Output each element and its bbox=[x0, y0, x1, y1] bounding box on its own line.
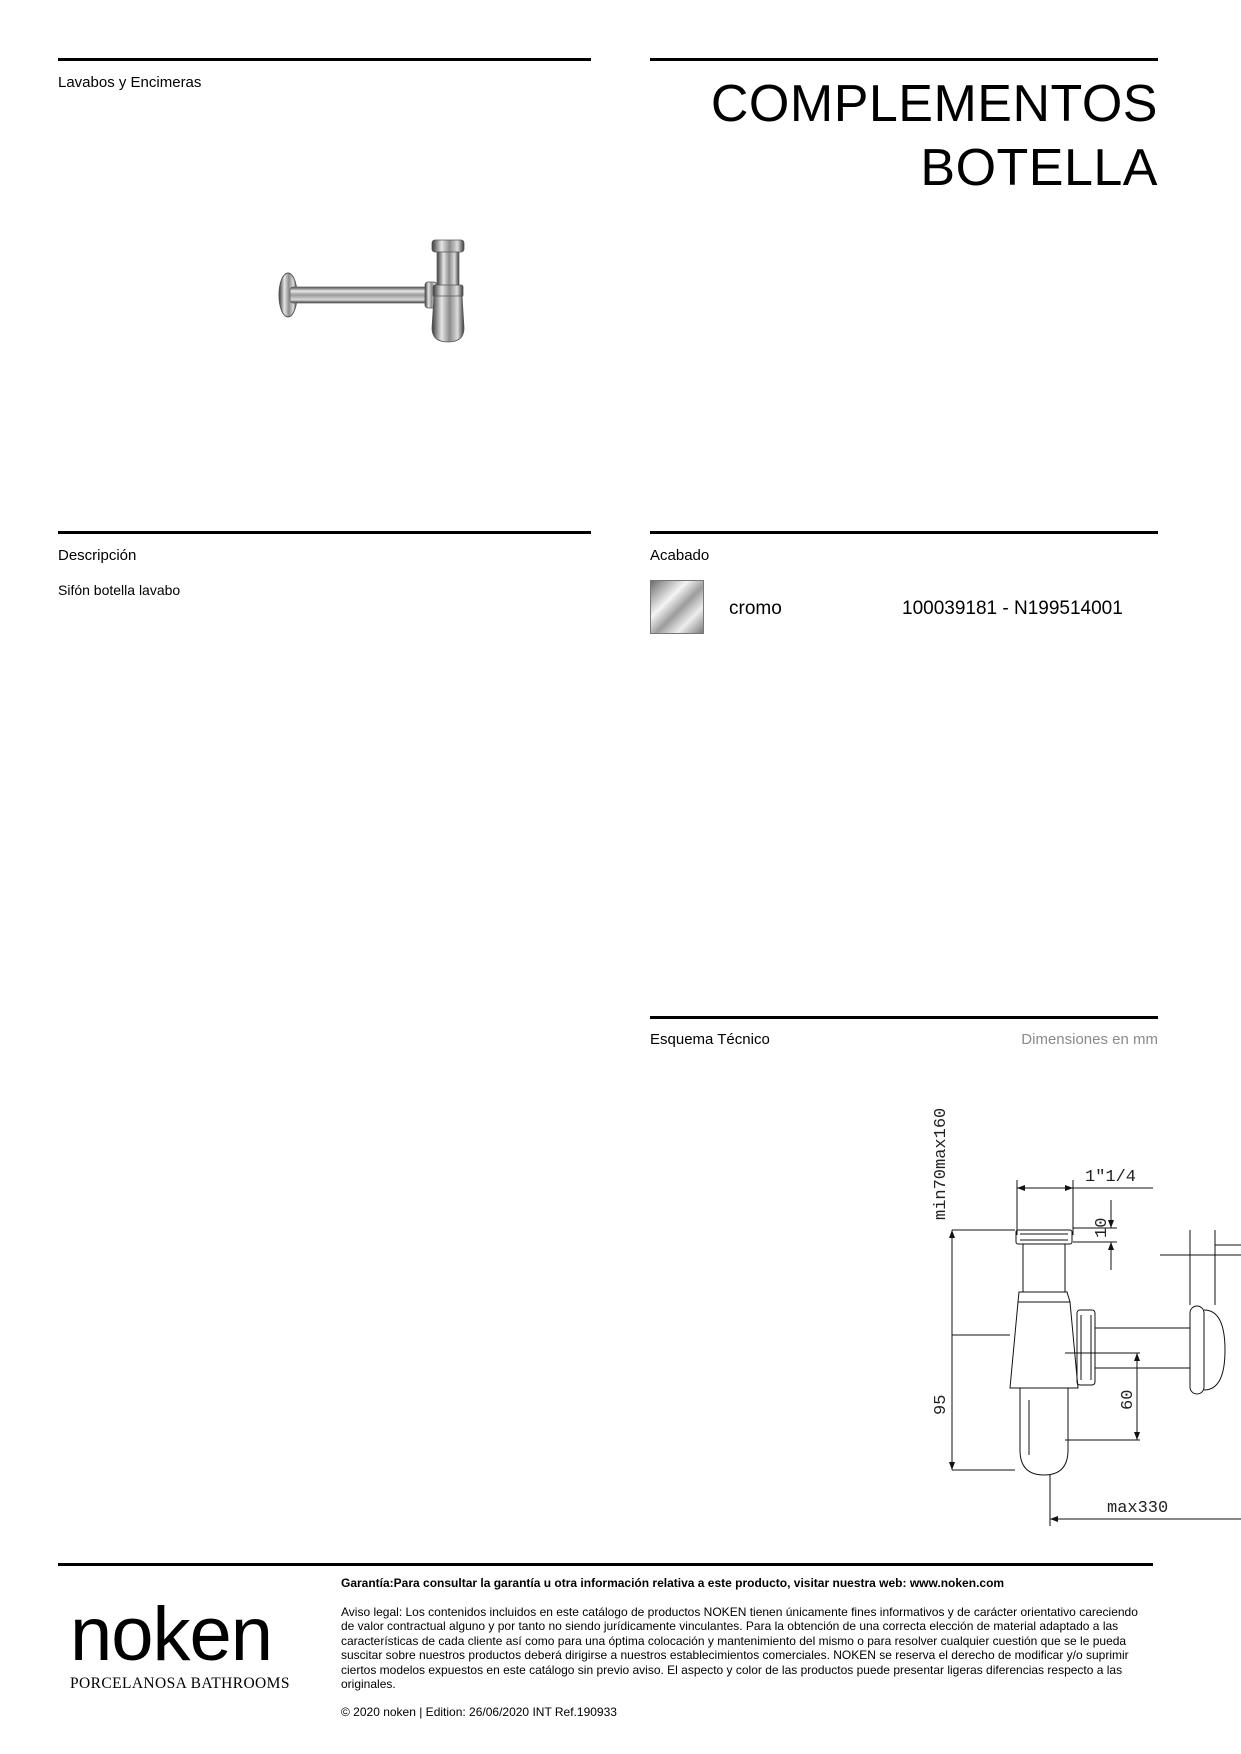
finish-rule bbox=[650, 531, 1158, 534]
technical-heading: Esquema Técnico bbox=[650, 1031, 770, 1048]
brand-wordmark: noken bbox=[70, 1592, 273, 1677]
page-title bbox=[638, 72, 1158, 200]
dim-10: 10 bbox=[1093, 1217, 1112, 1238]
warranty-text: Garantía:Para consultar la garantía u otra información relativa a este producto, visitar nuestra web: www.noken.com bbox=[341, 1576, 1005, 1590]
title-line-2: BOTELLA bbox=[920, 139, 1158, 197]
dim-height-range: min70max160 bbox=[932, 1107, 951, 1220]
product-image bbox=[270, 230, 520, 360]
footer-rule bbox=[58, 1563, 1153, 1566]
brand-subtitle: PORCELANOSA BATHROOMS bbox=[70, 1675, 290, 1692]
edition-text: © 2020 noken | Edition: 26/06/2020 INT Ref.190933 bbox=[341, 1705, 617, 1719]
brand-logo bbox=[70, 1592, 310, 1693]
finish-heading: Acabado bbox=[650, 547, 710, 564]
technical-rule bbox=[650, 1016, 1158, 1019]
chrome-swatch bbox=[650, 580, 704, 634]
legal-notice: Aviso legal: Los contenidos incluidos en este catálogo de productos NOKEN tienen únicamente fines informativos y de carácter orientativo careciendo de valor contractual alguno y por tanto no siendo jurídicamente vinculantes. Para la obtención de una correcta elección de material adaptado a las características de cada cliente así como para una óptima colocación y mantenimiento del mismo o para resolver cualquier cuestión que se le pueda suscitar sobre nuestros productos deberá dirigirse a nuestros establecimientos comerciales. NOKEN se reserva el derecho de modificar y/o suprimir ciertos modelos expuestos en este catálogo sin previo aviso. El aspecto y color de las productos puede presentar ligeras diferencias respecto a las originales. bbox=[341, 1605, 1138, 1692]
description-heading: Descripción bbox=[58, 547, 137, 564]
title-line-1: COMPLEMENTOS bbox=[710, 75, 1158, 133]
technical-drawing bbox=[925, 1070, 1241, 1530]
top-left-rule bbox=[58, 58, 591, 61]
finish-name: cromo bbox=[729, 598, 782, 619]
dim-95: 95 bbox=[932, 1394, 951, 1415]
finish-code: 100039181 - N199514001 bbox=[902, 598, 1123, 619]
category-label: Lavabos y Encimeras bbox=[58, 74, 202, 91]
dim-max-width: max330 bbox=[1107, 1499, 1169, 1518]
dim-60: 60 bbox=[1119, 1389, 1138, 1410]
dim-thread: 1"1/4 bbox=[1085, 1168, 1137, 1187]
top-right-rule bbox=[650, 58, 1158, 61]
description-text: Sifón botella lavabo bbox=[58, 582, 181, 598]
description-rule bbox=[58, 531, 591, 534]
units-note: Dimensiones en mm bbox=[1021, 1031, 1158, 1048]
